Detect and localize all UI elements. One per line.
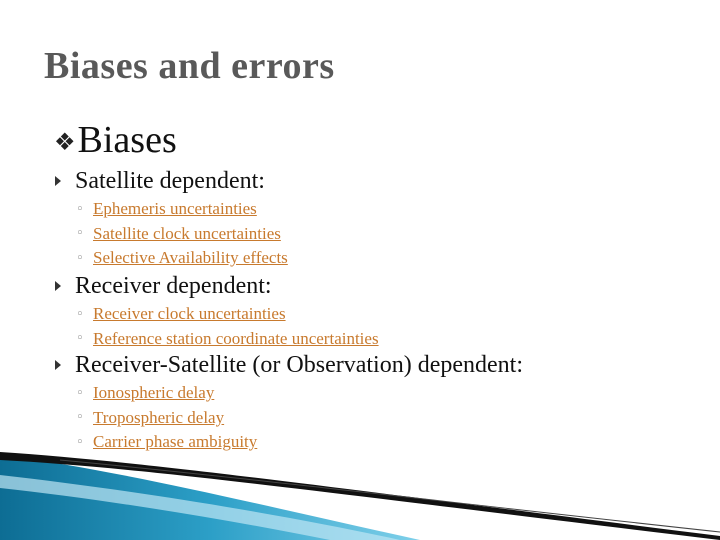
circle-bullet-icon: ◦ (76, 410, 84, 426)
group-label: Satellite dependent: (75, 167, 265, 194)
triangle-bullet-icon (55, 281, 61, 291)
list-item (76, 197, 288, 222)
list-item (76, 406, 523, 431)
group-label-row (55, 166, 288, 196)
list-item-link[interactable]: Satellite clock uncertainties (93, 223, 281, 243)
list-item (76, 302, 379, 327)
list-item-link[interactable]: Reference station coordinate uncertainties (93, 328, 379, 348)
list-item (76, 381, 523, 406)
list-item-link[interactable]: Ionospheric delay (93, 383, 215, 403)
group-label: Receiver dependent: (75, 272, 272, 299)
circle-bullet-icon: ◦ (76, 226, 84, 242)
section-heading (54, 118, 177, 162)
group-label: Receiver-Satellite (or Observation) dependent: (75, 351, 524, 378)
triangle-bullet-icon (55, 360, 61, 370)
circle-bullet-icon: ◦ (76, 201, 84, 217)
list-item-link[interactable]: Carrier phase ambiguity (93, 432, 258, 452)
list-item (76, 222, 288, 247)
list-item-link[interactable]: Ephemeris uncertainties (93, 199, 257, 219)
slide-title: Biases and errors (44, 45, 335, 87)
circle-bullet-icon: ◦ (76, 331, 84, 347)
sub-list (76, 381, 523, 455)
triangle-bullet-icon (55, 176, 61, 186)
sub-list (76, 302, 379, 351)
sub-list (76, 197, 288, 271)
list-item-link[interactable]: Tropospheric delay (93, 407, 225, 427)
list-item (76, 430, 523, 455)
teal-wave-shape (0, 455, 420, 540)
group-observation-dependent (55, 350, 523, 455)
circle-bullet-icon: ◦ (76, 306, 84, 322)
diamond-bullet-icon: ❖ (54, 130, 76, 156)
group-label-row (55, 271, 379, 301)
group-satellite-dependent (55, 166, 288, 271)
section-heading-text: Biases (77, 119, 177, 161)
circle-bullet-icon: ◦ (76, 434, 84, 450)
group-receiver-dependent (55, 271, 379, 351)
list-item-link[interactable]: Selective Availability effects (93, 248, 288, 268)
circle-bullet-icon: ◦ (76, 250, 84, 266)
circle-bullet-icon: ◦ (76, 385, 84, 401)
list-item (76, 327, 379, 352)
group-label-row (55, 350, 523, 380)
list-item-link[interactable]: Receiver clock uncertainties (93, 304, 286, 324)
list-item (76, 246, 288, 271)
